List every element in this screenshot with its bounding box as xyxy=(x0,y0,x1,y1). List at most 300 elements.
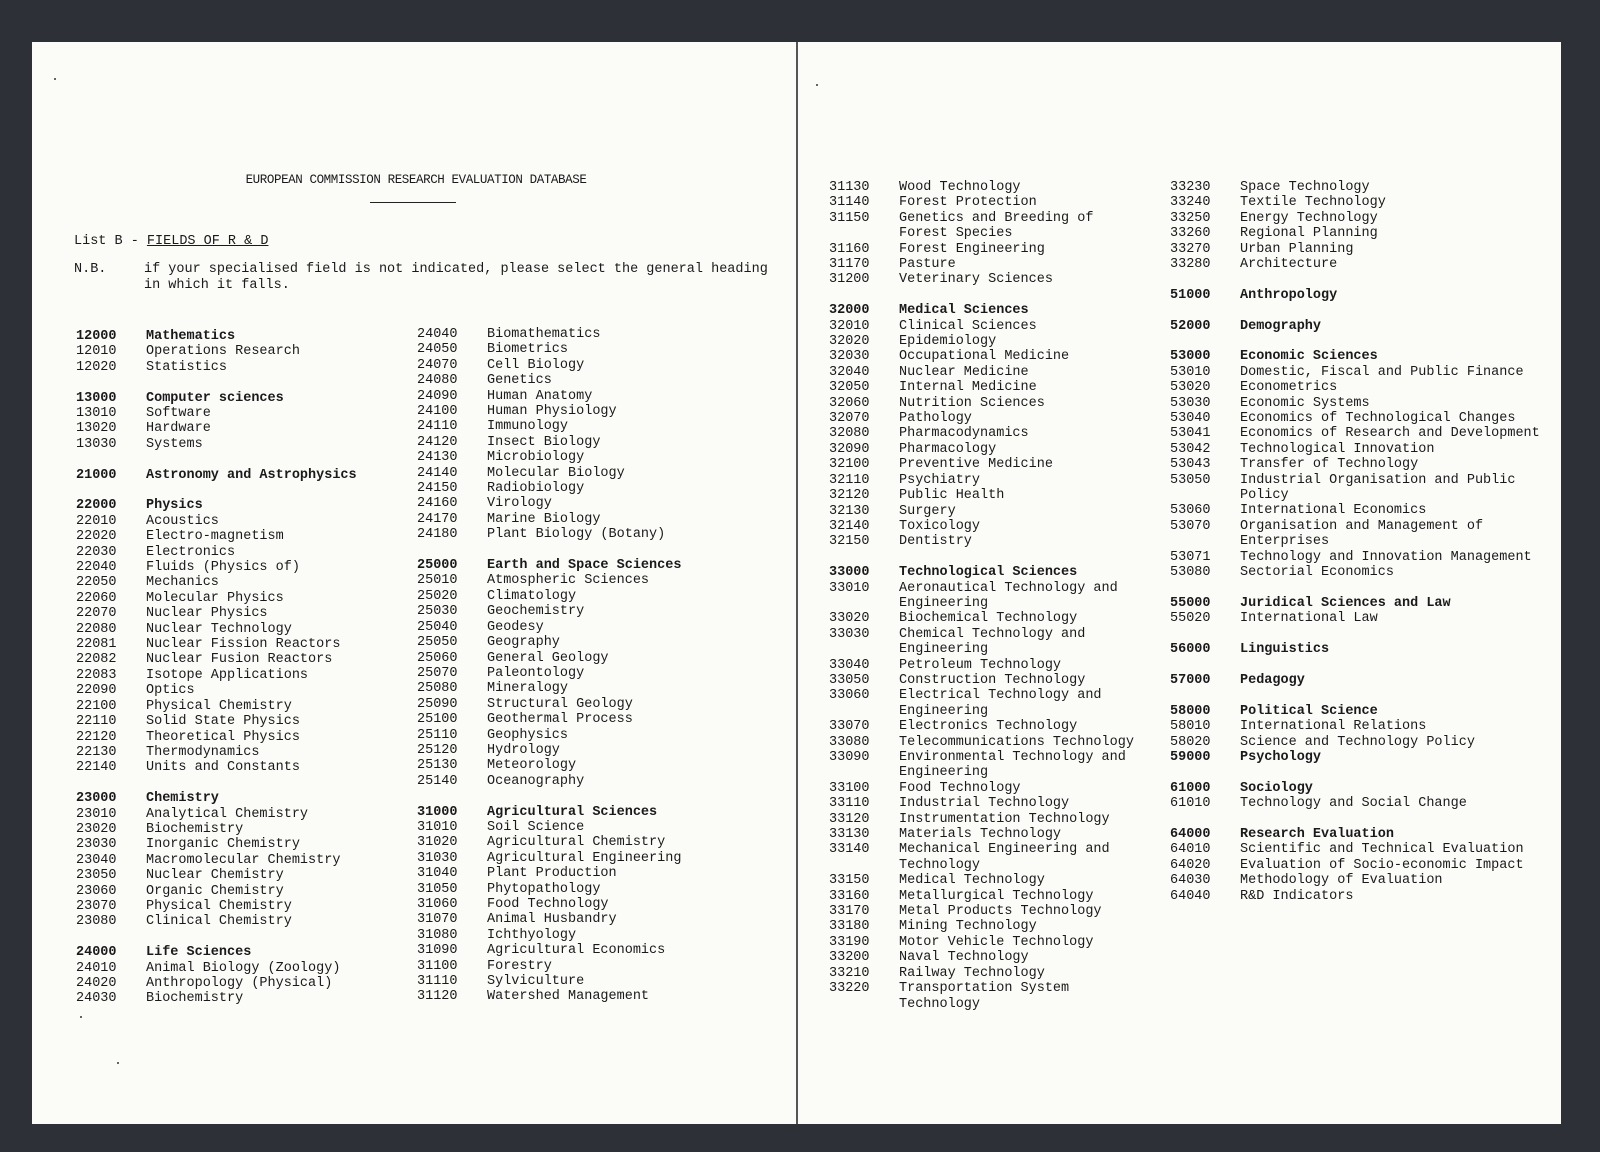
field-code: 32120 xyxy=(829,488,870,504)
field-entry xyxy=(76,837,416,852)
field-label: Nuclear Fusion Reactors xyxy=(146,652,333,668)
field-code: 24010 xyxy=(76,960,117,976)
field-code: 22080 xyxy=(76,621,117,637)
field-entry xyxy=(76,760,416,775)
field-label: Transfer of Technology xyxy=(1240,457,1419,473)
field-code: 22100 xyxy=(76,698,117,714)
section-gap xyxy=(1170,627,1550,642)
field-heading xyxy=(1170,349,1550,364)
field-code: 33190 xyxy=(829,934,870,950)
field-label: Geothermal Process xyxy=(487,712,633,728)
field-label: Meteorology xyxy=(487,758,577,774)
field-label: Structural Geology xyxy=(487,696,633,712)
field-code: 33070 xyxy=(829,719,870,735)
field-entry xyxy=(1170,735,1550,750)
field-entry xyxy=(1170,473,1550,504)
field-entry xyxy=(417,897,767,912)
field-label: Research Evaluation xyxy=(1240,826,1394,842)
field-code: 23070 xyxy=(76,898,117,914)
field-label: Climatology xyxy=(487,588,577,604)
field-label: Geochemistry xyxy=(487,604,585,620)
field-code: 22020 xyxy=(76,529,117,545)
field-code: 25050 xyxy=(417,635,458,651)
field-label: Astronomy and Astrophysics xyxy=(146,467,357,483)
nb-label: N.B. xyxy=(74,262,107,277)
section-gap xyxy=(76,483,416,498)
section-gap xyxy=(76,776,416,791)
field-entry xyxy=(417,589,767,604)
field-code: 22120 xyxy=(76,729,117,745)
field-code: 22040 xyxy=(76,560,117,576)
field-code: 33050 xyxy=(829,672,870,688)
field-entry xyxy=(829,473,1159,488)
field-entry xyxy=(417,635,767,650)
field-label: Electrical Technology and Engineering xyxy=(899,688,1102,719)
field-label: Molecular Biology xyxy=(487,465,625,481)
paper-speck xyxy=(54,78,56,80)
field-label: Organisation and Management of Enterprises xyxy=(1240,518,1484,550)
field-label: Forest Engineering xyxy=(899,241,1045,257)
field-heading xyxy=(1170,750,1550,765)
field-label: Isotope Applications xyxy=(146,667,309,683)
field-code: 24080 xyxy=(417,373,458,389)
section-gap xyxy=(1170,688,1550,703)
field-label: Methodology of Evaluation xyxy=(1240,873,1443,889)
field-entry xyxy=(76,699,416,714)
field-entry xyxy=(76,961,416,976)
field-code: 13000 xyxy=(76,390,117,406)
field-entry xyxy=(76,637,416,652)
field-code: 31060 xyxy=(417,897,458,912)
field-label: Nuclear Physics xyxy=(146,606,268,622)
field-entry xyxy=(829,950,1159,965)
field-entry xyxy=(1170,565,1550,580)
field-label: Space Technology xyxy=(1240,180,1370,195)
field-code: 25110 xyxy=(417,727,458,743)
field-label: Scientific and Technical Evaluation xyxy=(1240,842,1524,858)
field-entry xyxy=(417,851,767,866)
field-heading xyxy=(1170,781,1550,796)
field-code: 58010 xyxy=(1170,719,1211,735)
field-code: 12000 xyxy=(76,329,117,344)
field-label: Agricultural Sciences xyxy=(487,804,658,820)
field-entry xyxy=(417,681,767,696)
field-entry xyxy=(829,966,1159,981)
field-code: 33030 xyxy=(829,626,870,642)
field-entry xyxy=(76,853,416,868)
field-code: 53020 xyxy=(1170,380,1211,396)
field-code: 24160 xyxy=(417,496,458,512)
section-gap xyxy=(1170,272,1550,287)
paper-speck xyxy=(117,1062,119,1064)
field-entry xyxy=(1170,380,1550,395)
field-code: 33020 xyxy=(829,611,870,627)
field-label: Veterinary Sciences xyxy=(899,272,1053,288)
field-label: Life Sciences xyxy=(146,945,252,961)
field-entry xyxy=(1170,242,1550,257)
field-code: 25090 xyxy=(417,696,458,712)
field-entry xyxy=(417,912,767,927)
field-entry xyxy=(829,442,1159,457)
field-label: Physics xyxy=(146,498,203,514)
field-label: Animal Biology (Zoology) xyxy=(146,960,341,976)
field-code: 53041 xyxy=(1170,426,1211,442)
field-label: Acoustics xyxy=(146,513,219,529)
field-label: Railway Technology xyxy=(899,965,1045,981)
field-label: Human Anatomy xyxy=(487,388,593,404)
field-code: 22110 xyxy=(76,714,117,730)
field-label: Chemical Technology and Engineering xyxy=(899,626,1086,658)
field-code: 32010 xyxy=(829,318,870,334)
field-code: 53030 xyxy=(1170,395,1211,411)
field-code: 32080 xyxy=(829,426,870,442)
field-code: 33140 xyxy=(829,842,870,858)
field-code: 33180 xyxy=(829,919,870,935)
field-label: Fluids (Physics of) xyxy=(146,560,300,576)
field-entry xyxy=(829,411,1159,426)
document-title: EUROPEAN COMMISSION RESEARCH EVALUATION DATABASE xyxy=(245,173,587,187)
field-label: Geophysics xyxy=(487,727,569,743)
section-gap xyxy=(1170,658,1550,673)
field-label: Anthropology xyxy=(1240,287,1338,303)
field-label: Materials Technology xyxy=(899,827,1062,843)
field-label: Transportation System Technology xyxy=(899,981,1070,1012)
field-label: R&D Indicators xyxy=(1240,888,1354,904)
field-entry xyxy=(829,488,1159,503)
field-code: 33080 xyxy=(829,734,870,750)
field-code: 13020 xyxy=(76,421,117,437)
field-heading xyxy=(1170,673,1550,688)
field-code: 25120 xyxy=(417,742,458,758)
field-entry xyxy=(417,342,767,357)
field-label: Mineralogy xyxy=(487,681,569,697)
field-entry xyxy=(829,673,1159,688)
field-label: Theoretical Physics xyxy=(146,729,300,745)
field-heading xyxy=(1170,704,1550,719)
field-label: Electro-magnetism xyxy=(146,529,284,545)
field-label: Physical Chemistry xyxy=(146,698,292,714)
field-entry xyxy=(1170,611,1550,626)
field-label: Computer sciences xyxy=(146,390,284,406)
field-label: Urban Planning xyxy=(1240,241,1354,257)
field-code: 33200 xyxy=(829,950,870,966)
field-entry xyxy=(829,504,1159,519)
field-code: 31020 xyxy=(417,835,458,851)
field-code: 22030 xyxy=(76,544,117,560)
field-entry xyxy=(417,466,767,481)
section-gap xyxy=(76,452,416,467)
field-entry xyxy=(76,822,416,837)
field-code: 31030 xyxy=(417,850,458,866)
field-label: Chemistry xyxy=(146,791,219,807)
field-entry xyxy=(76,421,416,436)
field-entry xyxy=(76,622,416,637)
field-label: Economics of Research and Development xyxy=(1240,426,1540,442)
field-label: Software xyxy=(146,406,211,422)
field-code: 33090 xyxy=(829,750,870,765)
field-entry xyxy=(417,666,767,681)
field-label: Technological Sciences xyxy=(899,565,1078,581)
field-label: Sociology xyxy=(1240,780,1313,796)
field-label: Demography xyxy=(1240,318,1322,334)
field-code: 31130 xyxy=(829,180,870,195)
field-label: Nuclear Fission Reactors xyxy=(146,637,341,653)
field-code: 32060 xyxy=(829,395,870,411)
field-code: 32090 xyxy=(829,441,870,457)
field-label: Thermodynamics xyxy=(146,744,260,760)
field-entry xyxy=(829,581,1159,612)
field-code: 22081 xyxy=(76,637,117,653)
field-label: Biochemistry xyxy=(146,991,244,1007)
field-code: 33000 xyxy=(829,565,870,581)
field-entry xyxy=(829,658,1159,673)
field-label: Technology and Innovation Management xyxy=(1240,549,1532,565)
field-code: 24150 xyxy=(417,481,458,497)
field-code: 31000 xyxy=(417,804,458,820)
field-label: Political Science xyxy=(1240,703,1378,719)
field-code: 32130 xyxy=(829,503,870,519)
field-code: 64000 xyxy=(1170,826,1211,842)
field-code: 61010 xyxy=(1170,796,1211,812)
field-label: Pedagogy xyxy=(1240,672,1305,688)
field-entry xyxy=(417,959,767,974)
field-code: 25000 xyxy=(417,558,458,574)
title-underline xyxy=(370,202,456,203)
field-code: 13030 xyxy=(76,436,117,452)
field-code: 22060 xyxy=(76,590,117,606)
field-code: 22050 xyxy=(76,575,117,591)
field-code: 58020 xyxy=(1170,734,1211,750)
field-entry xyxy=(829,781,1159,796)
field-entry xyxy=(417,327,767,342)
field-code: 31170 xyxy=(829,257,870,273)
field-code: 25130 xyxy=(417,758,458,774)
field-code: 57000 xyxy=(1170,672,1211,688)
field-label: Preventive Medicine xyxy=(899,457,1053,473)
field-code: 33230 xyxy=(1170,180,1211,195)
field-label: Marine Biology xyxy=(487,511,601,527)
field-label: Nuclear Technology xyxy=(146,621,292,637)
field-column-4 xyxy=(1170,180,1550,904)
field-entry xyxy=(829,735,1159,750)
field-label: Occupational Medicine xyxy=(899,349,1070,365)
field-label: Dentistry xyxy=(899,534,972,550)
field-entry xyxy=(76,683,416,698)
field-code: 31010 xyxy=(417,819,458,835)
field-entry xyxy=(1170,195,1550,210)
field-label: Technological Innovation xyxy=(1240,441,1435,457)
field-code: 33120 xyxy=(829,811,870,827)
field-label: Biomathematics xyxy=(487,327,601,342)
field-entry xyxy=(829,457,1159,472)
field-entry xyxy=(76,914,416,929)
field-entry xyxy=(76,529,416,544)
field-code: 24090 xyxy=(417,388,458,404)
field-code: 22140 xyxy=(76,760,117,776)
field-heading xyxy=(1170,319,1550,334)
field-label: Medical Technology xyxy=(899,873,1045,889)
field-code: 22082 xyxy=(76,652,117,668)
field-code: 56000 xyxy=(1170,642,1211,658)
field-label: Phytopathology xyxy=(487,881,601,897)
field-label: Forest Protection xyxy=(899,195,1037,211)
field-label: Regional Planning xyxy=(1240,226,1378,242)
field-label: Watershed Management xyxy=(487,989,650,1005)
field-heading xyxy=(417,805,767,820)
field-code: 31110 xyxy=(417,974,458,990)
nb-text: if your specialised field is not indicated, please select the general heading in which it falls. xyxy=(144,262,768,293)
field-label: Wood Technology xyxy=(899,180,1021,195)
field-entry xyxy=(829,242,1159,257)
field-label: Telecommunications Technology xyxy=(899,734,1134,750)
field-label: Inorganic Chemistry xyxy=(146,837,300,853)
field-entry xyxy=(417,373,767,388)
field-entry xyxy=(417,928,767,943)
field-entry xyxy=(829,426,1159,441)
field-code: 24020 xyxy=(76,975,117,991)
field-entry xyxy=(1170,719,1550,734)
field-label: Juridical Sciences and Law xyxy=(1240,595,1451,611)
field-label: Toxicology xyxy=(899,518,981,534)
field-label: Textile Technology xyxy=(1240,195,1386,211)
field-code: 24050 xyxy=(417,342,458,358)
section-gap xyxy=(829,288,1159,303)
field-code: 31150 xyxy=(829,210,870,226)
field-label: Molecular Physics xyxy=(146,590,284,606)
field-code: 64040 xyxy=(1170,888,1211,904)
field-entry xyxy=(417,389,767,404)
field-label: Food Technology xyxy=(899,780,1021,796)
field-code: 13010 xyxy=(76,406,117,422)
field-entry xyxy=(76,714,416,729)
field-entry xyxy=(829,211,1159,242)
field-code: 33240 xyxy=(1170,195,1211,211)
field-label: Electronics xyxy=(146,544,236,560)
field-entry xyxy=(1170,519,1550,550)
field-code: 33210 xyxy=(829,965,870,981)
field-label: Agricultural Engineering xyxy=(487,850,682,866)
field-column-3 xyxy=(829,180,1159,1012)
field-label: Food Technology xyxy=(487,897,609,912)
field-code: 31050 xyxy=(417,881,458,897)
field-label: Energy Technology xyxy=(1240,210,1378,226)
field-entry xyxy=(1170,889,1550,904)
field-entry xyxy=(417,974,767,989)
list-label xyxy=(74,234,268,249)
field-code: 33100 xyxy=(829,780,870,796)
field-entry xyxy=(829,889,1159,904)
field-entry xyxy=(829,195,1159,210)
field-entry xyxy=(76,807,416,822)
field-label: Statistics xyxy=(146,359,228,375)
field-entry xyxy=(417,620,767,635)
field-entry xyxy=(829,981,1159,1012)
field-code: 33250 xyxy=(1170,210,1211,226)
field-code: 31070 xyxy=(417,912,458,928)
field-label: Organic Chemistry xyxy=(146,883,284,899)
field-entry xyxy=(829,750,1159,781)
field-label: Metal Products Technology xyxy=(899,904,1102,920)
field-entry xyxy=(417,989,767,1004)
field-label: Earth and Space Sciences xyxy=(487,558,682,574)
field-code: 55000 xyxy=(1170,595,1211,611)
field-code: 53043 xyxy=(1170,457,1211,473)
paper-speck xyxy=(80,1016,82,1018)
field-entry xyxy=(1170,396,1550,411)
list-name: FIELDS OF R & D xyxy=(146,234,269,249)
field-code: 32020 xyxy=(829,334,870,350)
field-heading xyxy=(417,558,767,573)
field-code: 33280 xyxy=(1170,257,1211,273)
field-label: Electronics Technology xyxy=(899,719,1078,735)
field-label: Hydrology xyxy=(487,742,560,758)
field-heading xyxy=(829,303,1159,318)
field-entry xyxy=(1170,842,1550,857)
field-code: 64030 xyxy=(1170,873,1211,889)
field-code: 31100 xyxy=(417,958,458,974)
field-label: Nuclear Chemistry xyxy=(146,868,284,884)
field-code: 31090 xyxy=(417,943,458,959)
field-label: Mining Technology xyxy=(899,919,1037,935)
field-label: Mechanical Engineering and Technology xyxy=(899,842,1110,873)
field-code: 24100 xyxy=(417,404,458,420)
field-entry xyxy=(417,728,767,743)
field-label: Genetics and Breeding of Forest Species xyxy=(899,210,1094,242)
field-entry xyxy=(829,873,1159,888)
field-entry xyxy=(76,884,416,899)
field-code: 32070 xyxy=(829,411,870,427)
field-label: Architecture xyxy=(1240,257,1338,273)
field-entry xyxy=(417,527,767,542)
field-label: Atmospheric Sciences xyxy=(487,573,650,589)
field-label: Mathematics xyxy=(146,329,236,344)
field-code: 22070 xyxy=(76,606,117,622)
field-code: 33110 xyxy=(829,796,870,812)
field-entry xyxy=(76,606,416,621)
field-entry xyxy=(417,573,767,588)
field-code: 64010 xyxy=(1170,842,1211,858)
field-code: 33010 xyxy=(829,580,870,596)
field-entry xyxy=(76,668,416,683)
field-code: 55020 xyxy=(1170,611,1211,627)
section-gap xyxy=(417,789,767,804)
field-label: Construction Technology xyxy=(899,672,1086,688)
field-entry xyxy=(1170,180,1550,195)
field-code: 24070 xyxy=(417,357,458,373)
field-label: Animal Husbandry xyxy=(487,912,617,928)
field-entry xyxy=(1170,365,1550,380)
field-label: Biochemistry xyxy=(146,821,244,837)
paper-speck xyxy=(816,84,818,86)
field-code: 22130 xyxy=(76,744,117,760)
field-label: Geodesy xyxy=(487,619,544,635)
field-label: Internal Medicine xyxy=(899,380,1037,396)
field-label: Clinical Sciences xyxy=(899,318,1037,334)
field-label: Optics xyxy=(146,683,195,699)
field-entry xyxy=(417,774,767,789)
field-code: 25040 xyxy=(417,619,458,635)
field-entry xyxy=(829,396,1159,411)
field-heading xyxy=(829,565,1159,580)
field-code: 24120 xyxy=(417,434,458,450)
field-label: Petroleum Technology xyxy=(899,657,1062,673)
field-code: 25140 xyxy=(417,773,458,789)
field-code: 33160 xyxy=(829,888,870,904)
field-entry xyxy=(417,604,767,619)
field-label: Insect Biology xyxy=(487,434,601,450)
field-code: 23020 xyxy=(76,821,117,837)
field-code: 12010 xyxy=(76,344,117,360)
